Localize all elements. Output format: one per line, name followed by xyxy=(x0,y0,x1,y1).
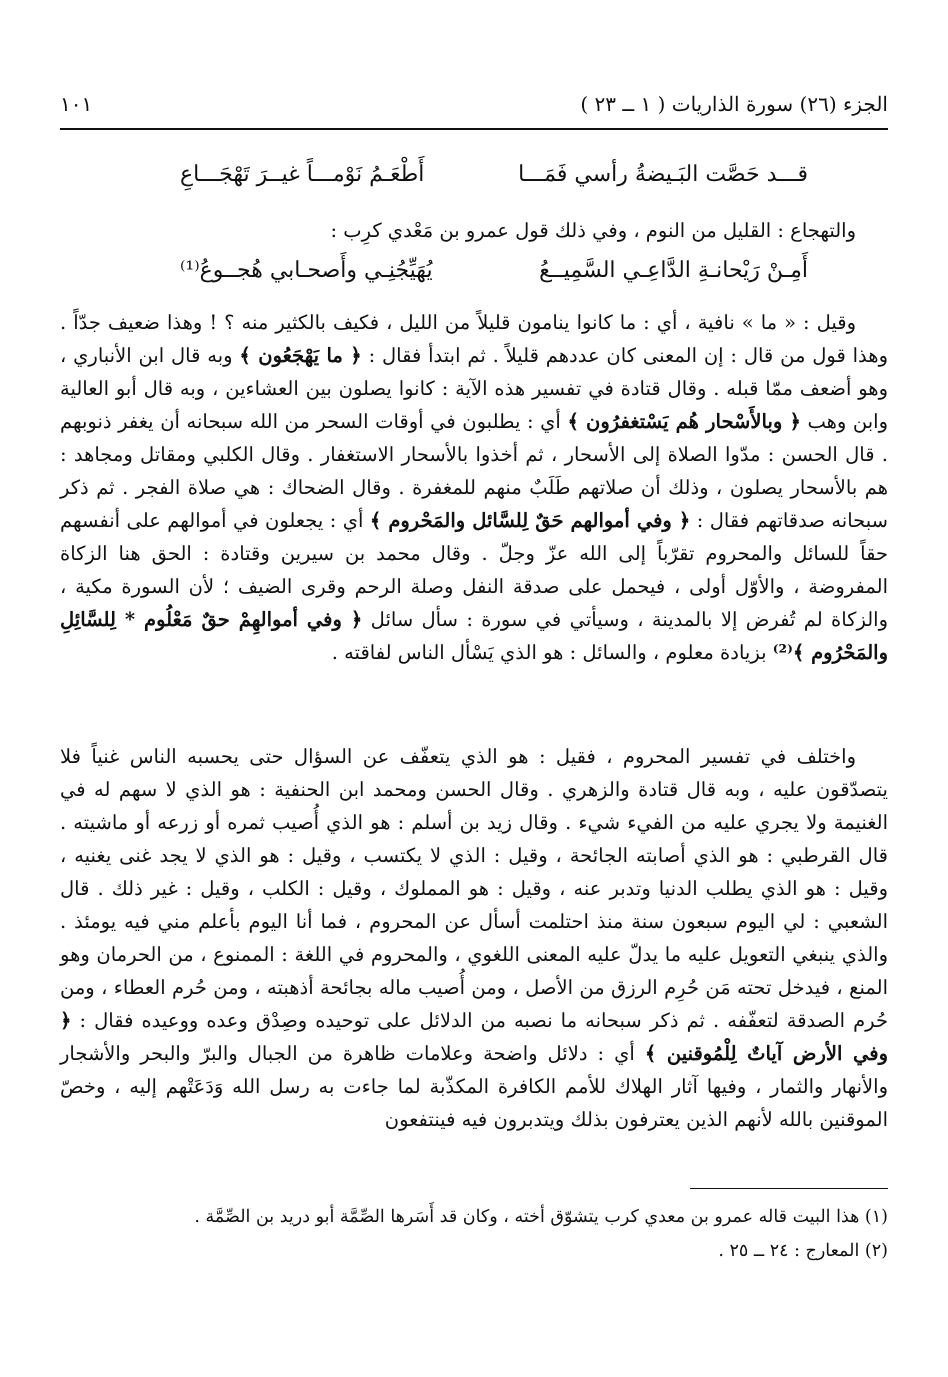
para1-seg-1: وهذا قول من قال : إن المعنى كان عددهم قليلاً . ثم ابتدأ فقال : xyxy=(361,344,888,367)
para1-seg-9: بزيادة معلوم ، والسائل : هو الذي يَسْأل الناس لفاقته . xyxy=(331,641,773,664)
quran-quote: ﴿ وفي الأرض آياتٌ لِلْمُوقنين ﴾ xyxy=(60,1009,888,1065)
running-title: الجزء (٢٦) سورة الذاريات ( ١ ــ ٢٣ ) xyxy=(580,92,888,116)
quran-quote: ﴿ ما يَهْجَعُون ﴾ xyxy=(239,344,362,367)
paragraph-2-text xyxy=(60,740,888,1136)
para1-seg-5: أي : يطلبون في أوقات السحر من الله سبحانه أن يغفر ذنوبهم . قال الحسن : مدّوا الصلاة إلى الأسحار ، ثم أخذوا بالأسحار الاستغفار . وقال الكلبي ومقاتل ومجاهد : هم بالأسحار يصلون ، وذلك أن صلاتهم طَلَبٌ منهم للمغفرة . وقال الضحاك : هي صلاة الفجر . ثم ذكر سبحانه صدقاتهم فقال : xyxy=(60,410,888,532)
tahjaa-line xyxy=(60,214,888,247)
footnote-1: (١) هذا البيت قاله عمرو بن معدي كرب يتشوّق أخته ، وكان قد أَسَرها الصِّمَّة أبو دريد بن الصِّمَّة . xyxy=(194,1207,888,1227)
header-rule xyxy=(60,128,888,130)
paragraph-2 xyxy=(60,740,888,1136)
para2-seg-2: أي : دلائل واضحة وعلامات ظاهرة من الجبال والبرّ والبحر والأشجار والأنهار والثمار ، وفيها آثار الهلاك للأمم الكافرة المكذّبة لما جاءت به رسل الله وَدَعَتْهم إليه ، وخصّ الموقنين بالله لأنهم الذين يعترفون بذلك ويتدبرون فيه فينتفعون xyxy=(60,1042,888,1131)
quran-quote: ﴿ وفي أموالهِمْ حقٌ مَعْلُوم * لِلسَّائِلِ والمَحْرُوم ﴾⁽²⁾ xyxy=(60,608,888,664)
tahjaa-text: والتهجاع : القليل من النوم ، وفي ذلك قول عمرو بن مَعْدي كرِب : xyxy=(330,219,856,242)
footnote-2: (٢) المعارج : ٢٤ ــ ٢٥ . xyxy=(718,1241,888,1261)
footnotes xyxy=(60,1200,888,1268)
quran-quote: ﴿ وفي أموالهم حَقٌ لِلسَّائل والمَحْروم ﴾ xyxy=(369,509,691,532)
para1-seg-3: وبه قال ابن الأنباري ، وهو أضعف ممّا قبله . وقال قتادة في تفسير هذه الآية : كانوا يصلون بين العشاءين ، وبه قال أبو العالية وابن وهب xyxy=(60,344,888,433)
paragraph-1 xyxy=(60,306,888,669)
quran-quote: ﴿ وبالأَسْحار هُم يَسْتغفرُون ﴾ xyxy=(567,410,801,433)
poem1-right-hemistich: قـــد حَصَّت البَـيضةُ رأسي فَمَـــا xyxy=(518,162,808,187)
poem2-left-hemistich: يُهَيِّجُنِـي وأَصحـابي هُجــوعُ⁽¹⁾ xyxy=(180,258,433,283)
poem1-left-hemistich: أَطْعَـمُ نَوْمـــاً غيــرَ تَهْجَـــاعِ xyxy=(180,162,425,187)
poem2-right-hemistich: أَمِـنْ رَيْحانـةِ الدَّاعِـي السَّمِيــعُ xyxy=(539,258,808,283)
para1-seg-7: أي : يجعلون في أموالهم على أنفسهم حقاً للسائل والمحروم تقرّباً إلى الله عزّ وجلّ . وقال محمد بن سيرين وقتادة : الحق هنا الزكاة المفروضة ، والأوّل أولى ، فيحمل على صدقة النفل وصلة الرحم وقرى الضيف ؛ لأن السورة مكية ، والزكاة لم تُفرض إلا بالمدينة ، وسيأتي في سورة : سأل سائل xyxy=(60,509,888,631)
page-header xyxy=(60,92,888,126)
para1-seg-0: وقيل : « ما » نافية ، أي : ما كانوا ينامون قليلاً من الليل ، فكيف بالكثير منه ؟ ! وهذا ضعيف جدّاً . xyxy=(60,311,856,334)
page-number: ١٠١ xyxy=(60,92,93,116)
paragraph-1-text xyxy=(60,306,888,669)
footnote-rule xyxy=(690,1188,888,1189)
para2-seg-0: واختلف في تفسير المحروم ، فقيل : هو الذي يتعفّف عن السؤال حتى يحسبه الناس غنياً فلا يتصدّقون عليه ، وبه قال قتادة والزهري . وقال الحسن ومحمد ابن الحنفية : هو الذي لا سهم له في الغنيمة ولا يجري عليه من الفيء شيء . وقال زيد بن أسلم : هو الذي أُصيب ثمره أو زرعه أو ماشيته . قال القرطبي : هو الذي أصابته الجائحة ، وقيل : الذي لا يكتسب ، وقيل : هو الذي لا يجد غنى يغنيه ، وقيل : هو الذي يطلب الدنيا وتدبر عنه ، وقيل : هو المملوك ، وقيل : الكلب ، وقيل : غير ذلك . قال الشعبي : لي اليوم سبعون سنة منذ احتلمت أسأل عن المحروم ، فما أنا اليوم بأعلم مني فيه يومئذ . والذي ينبغي التعويل عليه ما يدلّ عليه المعنى اللغوي ، والمحروم في اللغة : الممنوع ، من الحرمان وهو المنع ، فيدخل تحته مَن حُرِم الرزق من الأصل ، ومن أُصيب ماله بجائحة أذهبته ، ومن حُرم العطاء ، ومن حُرم الصدقة لتعفّفه . ثم ذكر سبحانه ما نصبه من الدلائل على توحيده وصِدْق وعده ووعيده فقال : xyxy=(60,745,888,1032)
